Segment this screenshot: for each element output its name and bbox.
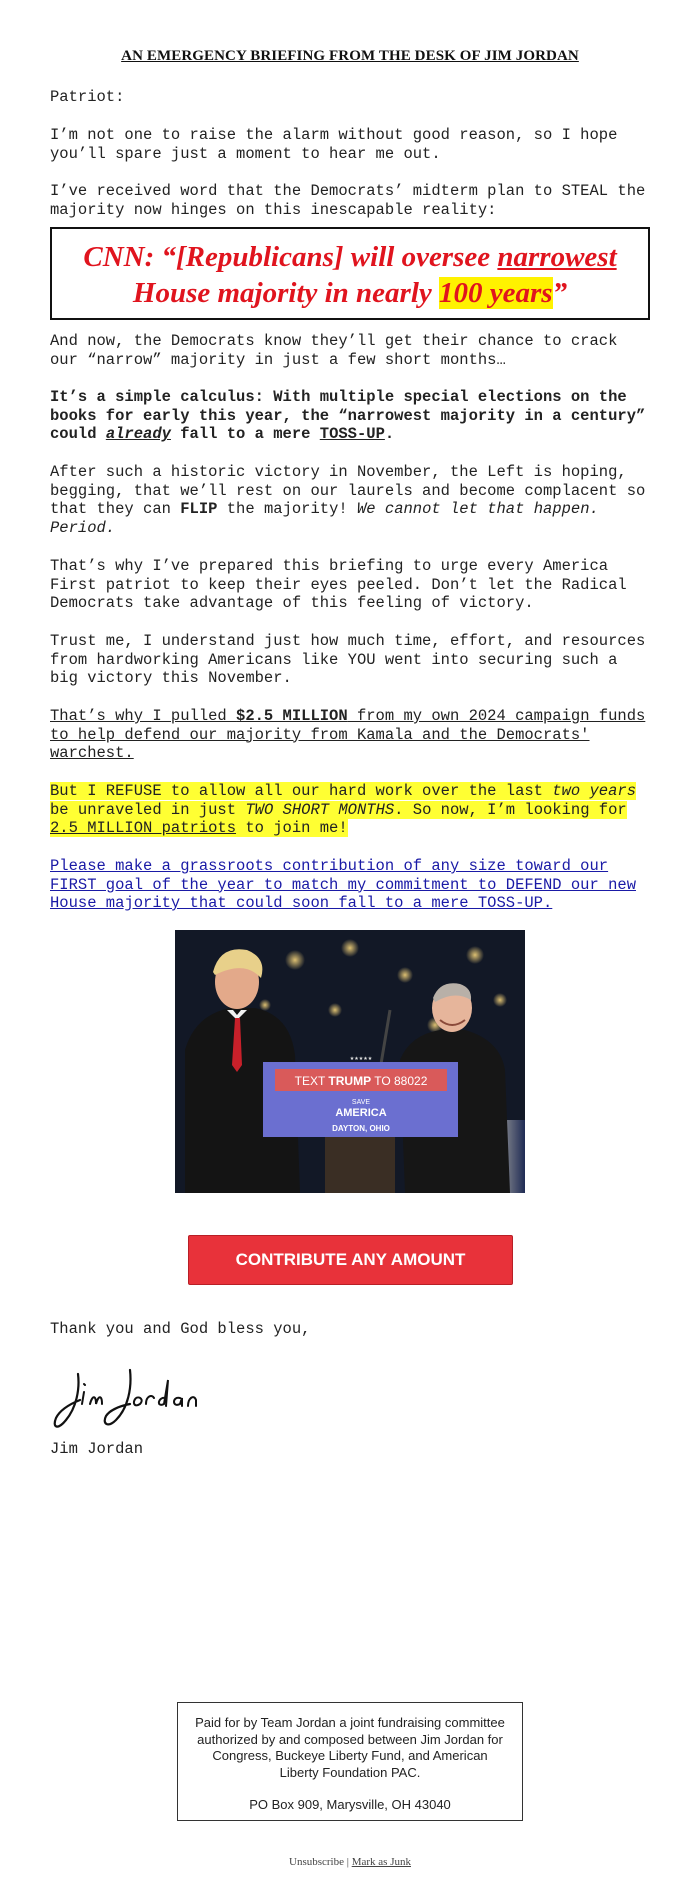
cnn-quote [52,239,648,311]
p4-already: already [105,425,171,443]
quote-underlined: narrowest [497,241,617,273]
signer-name: Jim Jordan [50,1440,144,1458]
p9-end: to join me! [236,819,348,837]
unsubscribe-link[interactable]: Unsubscribe [289,1856,344,1868]
p5-italic: We cannot let that happen. Period. [50,500,599,537]
p9-highlight [50,782,636,837]
disclaimer-box [177,1702,523,1821]
mark-as-junk-link[interactable]: Mark as Junk [351,1856,411,1868]
sign-headline: TEXT TRUMP TO 88022 [294,1074,428,1088]
contribute-button[interactable]: CONTRIBUTE ANY AMOUNT [188,1235,513,1285]
p4-text-2: fall to a mere [170,425,320,443]
p4-end: . [384,425,395,443]
footer-links [50,1856,650,1868]
paragraph-2: I’ve received word that the Democrats’ midterm plan to STEAL the majority now hinges on this inescapable reality: [50,182,646,219]
p5-flip: FLIP [180,500,218,518]
p9-text: But I REFUSE to allow all our hard work over the last [50,782,553,800]
p9-patriots: 2.5 MILLION patriots [50,819,237,837]
paragraph-8 [50,707,650,763]
closing: Thank you and God bless you, [50,1320,311,1338]
p5-text-2: the majority! [217,500,357,518]
p8-text: That’s why I pulled [50,707,237,725]
paragraph-4 [50,388,650,444]
greeting: Patriot: [50,88,125,106]
paragraph-3: And now, the Democrats know they’ll get their chance to crack our “narrow” majority in just a few short months… [50,332,618,369]
p8-amount: $2.5 MILLION [236,707,348,725]
paragraph-6: That’s why I’ve prepared this briefing to urge every America First patriot to keep their eyes peeled. Don’t let the Radical Democrats take advantage of this feeling of victory. [50,557,627,612]
sign-america: AMERICA [335,1107,387,1119]
p9-two-years: two years [552,782,637,800]
signature [50,1360,210,1440]
p4-text: It’s a simple calculus: With multiple special elections on the books for early this year, the “narrowest majority in a century” could [50,388,646,443]
p8-text-2: from my own 2024 campaign funds to help defend our majority from Kamala and the Democrats' warchest. [50,707,646,762]
paragraph-1: I’m not one to raise the alarm without good reason, so I hope you’ll spare just a moment to hear me out. [50,126,618,163]
sign-location: DAYTON, OHIO [332,1124,390,1133]
p9-two-months: TWO SHORT MONTHS [245,800,395,819]
quote-highlighted: 100 years [439,277,553,309]
contribution-link[interactable]: Please make a grassroots contribution of any size toward our FIRST goal of the year to match my commitment to DEFEND our new House majority that could soon fall to a mere TOSS-UP. [50,857,636,912]
rally-photo-illustration [175,930,525,1193]
link-separator: | [344,1856,352,1868]
p9-text-3: . So now, I’m looking for [394,800,627,819]
p9-text-2: be unraveled in just [50,800,246,819]
rally-photo[interactable] [175,930,525,1193]
paragraph-9 [50,782,650,838]
sign-stars: ★★★★★ [349,1056,373,1062]
quote-close: ” [552,277,568,309]
paid-for-text: Paid for by Team Jordan a joint fundraising committee authorized by and composed between Jim Jordan for Congress, Buckeye Liberty Fund, and American Liberty Foundation PAC. [195,1715,505,1780]
sign-save: SAVE [351,1099,371,1106]
mailing-address: PO Box 909, Marysville, OH 43040 [249,1797,451,1812]
briefing-heading: AN EMERGENCY BRIEFING FROM THE DESK OF JIM JORDAN [121,48,579,64]
quote-text: CNN: “[Republicans] will oversee [83,241,498,273]
paragraph-7: Trust me, I understand just how much time, effort, and resources from hardworking Americans like YOU went into securing such a big victory this November. [50,632,646,687]
p4-tossup: TOSS-UP [319,425,385,443]
p5-text: After such a historic victory in November, the Left is hoping, begging, that we’ll rest on our laurels and become complacent so that they can [50,463,646,518]
paragraph-5 [50,463,650,537]
cnn-quote-box [50,227,650,320]
quote-text-2: House majority in nearly [132,277,440,309]
